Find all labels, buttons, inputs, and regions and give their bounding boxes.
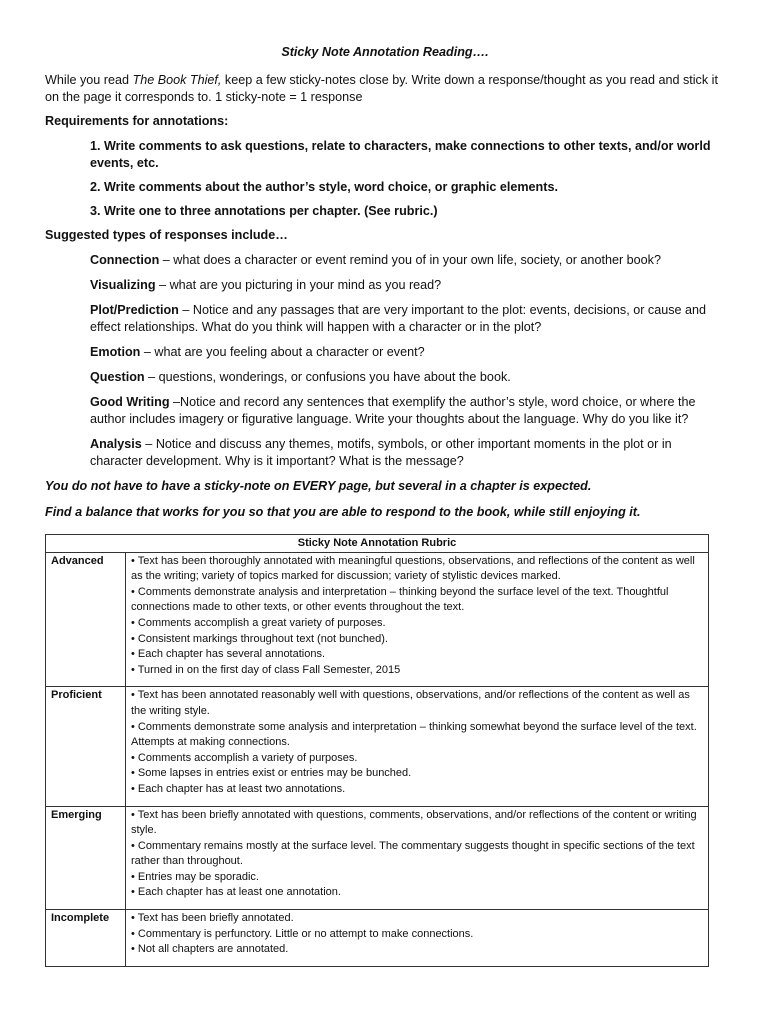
rubric-level: Incomplete: [46, 910, 126, 967]
response-type-question: [90, 369, 725, 386]
rubric-bullet: • Turned in on the first day of class Fall Semester, 2015: [131, 663, 401, 676]
rubric-bullet: • Some lapses in entries exist or entries may be bunched.: [131, 767, 412, 780]
response-term: Emotion: [90, 345, 141, 359]
rubric-bullet: • Not all chapters are annotated.: [131, 943, 289, 956]
rubric-level: Emerging: [46, 806, 126, 910]
rubric-row-incomplete: [46, 910, 709, 967]
rubric-bullet: • Commentary is perfunctory. Little or no attempt to make connections.: [131, 927, 474, 940]
rubric-row-advanced: [46, 552, 709, 687]
rubric-bullet: • Each chapter has at least one annotation.: [131, 886, 341, 899]
rubric-bullet: • Comments accomplish a great variety of purposes.: [131, 616, 386, 629]
rubric-bullet: • Each chapter has at least two annotations.: [131, 782, 346, 795]
requirement-item: 2. Write comments about the author’s style, word choice, or graphic elements.: [90, 180, 558, 194]
response-term: Question: [90, 370, 145, 384]
rubric-bullet: • Text has been briefly annotated.: [131, 912, 294, 925]
closing-note: Find a balance that works for you so that you are able to respond to the book, while still enjoying it.: [45, 505, 641, 519]
intro-after: keep a few sticky-notes close by. Write down a response/thought as you read and stick it on the page it corresponds to. 1 sticky-note = 1 response: [45, 73, 718, 104]
response-type-analysis: [90, 436, 725, 470]
response-type-good-writing: [90, 394, 725, 428]
rubric-criteria: [126, 806, 709, 910]
rubric-bullet: • Consistent markings throughout text (not bunched).: [131, 632, 388, 645]
response-term: Good Writing: [90, 395, 170, 409]
response-desc: – Notice and discuss any themes, motifs, symbols, or other important moments in the plot or in character development. Why is it important? What is the message?: [90, 437, 672, 468]
response-desc: – Notice and any passages that are very important to the plot: events, decisions, or cause and effect relationships. What do you think will happen with a character or in the plot?: [90, 303, 707, 334]
rubric-criteria: [126, 687, 709, 806]
document-body: [45, 44, 725, 530]
response-type-connection: [90, 252, 725, 269]
rubric-table: [45, 534, 709, 967]
rubric-header-row: [46, 535, 709, 553]
rubric-bullet: • Text has been briefly annotated with questions, comments, observations, and/or reflections of the content or writing style.: [131, 808, 697, 837]
rubric-bullet: • Each chapter has several annotations.: [131, 648, 326, 661]
suggested-heading: Suggested types of responses include…: [45, 228, 288, 242]
response-term: Plot/Prediction: [90, 303, 179, 317]
rubric-bullet: • Comments accomplish a variety of purposes.: [131, 751, 358, 764]
rubric-row-proficient: [46, 687, 709, 806]
rubric-bullet: • Comments demonstrate some analysis and interpretation – thinking somewhat beyond the surface level of the text. Attempts at making connections.: [131, 720, 697, 749]
closing-note: You do not have to have a sticky-note on EVERY page, but several in a chapter is expected.: [45, 479, 592, 493]
intro-before: While you read: [45, 73, 133, 87]
rubric-heading: Sticky Note Annotation Rubric: [46, 535, 709, 553]
rubric-row-emerging: [46, 806, 709, 910]
page-title: Sticky Note Annotation Reading….: [281, 45, 489, 59]
response-desc: – what are you picturing in your mind as you read?: [155, 278, 442, 292]
response-desc: – what are you feeling about a character or event?: [140, 345, 425, 359]
response-desc: –Notice and record any sentences that exemplify the author’s style, word choice, or where the author includes imagery or figurative language. Write your thoughts about the language. Why do you like it?: [90, 395, 696, 426]
response-term: Visualizing: [90, 278, 156, 292]
response-term: Analysis: [90, 437, 142, 451]
rubric-criteria: [126, 552, 709, 687]
rubric-criteria: [126, 910, 709, 967]
response-desc: – what does a character or event remind you of in your own life, society, or another book?: [159, 253, 661, 267]
rubric-bullet: • Text has been annotated reasonably well with questions, observations, and/or reflections of the content as well as the writing style.: [131, 689, 690, 717]
requirement-item: 1. Write comments to ask questions, relate to characters, make connections to other texts, and/or world events, etc.: [90, 139, 711, 170]
rubric-bullet: • Commentary remains mostly at the surface level. The commentary suggests thought in specific sections of the text rather than throughout.: [131, 839, 695, 868]
rubric-bullet: • Entries may be sporadic.: [131, 870, 259, 883]
response-type-visualizing: [90, 277, 725, 294]
rubric-level: Proficient: [46, 687, 126, 806]
response-type-emotion: [90, 344, 725, 361]
intro-paragraph: [45, 72, 725, 106]
requirements-heading: Requirements for annotations:: [45, 114, 229, 128]
response-desc: – questions, wonderings, or confusions you have about the book.: [144, 370, 511, 384]
rubric-bullet: • Text has been thoroughly annotated with meaningful questions, observations, and reflections of the content as well as the writing; variety of topics marked for discussion; variety of stylistic devices marked.: [131, 554, 695, 583]
rubric-level: Advanced: [46, 552, 126, 687]
response-term: Connection: [90, 253, 160, 267]
response-type-plot-prediction: [90, 302, 725, 336]
book-title: The Book Thief,: [132, 73, 222, 87]
requirement-item: 3. Write one to three annotations per chapter. (See rubric.): [90, 204, 438, 218]
rubric-bullet: • Comments demonstrate analysis and interpretation – thinking beyond the surface level of the text. Thoughtful connections made to other texts, or other events throughout the text.: [131, 585, 669, 614]
